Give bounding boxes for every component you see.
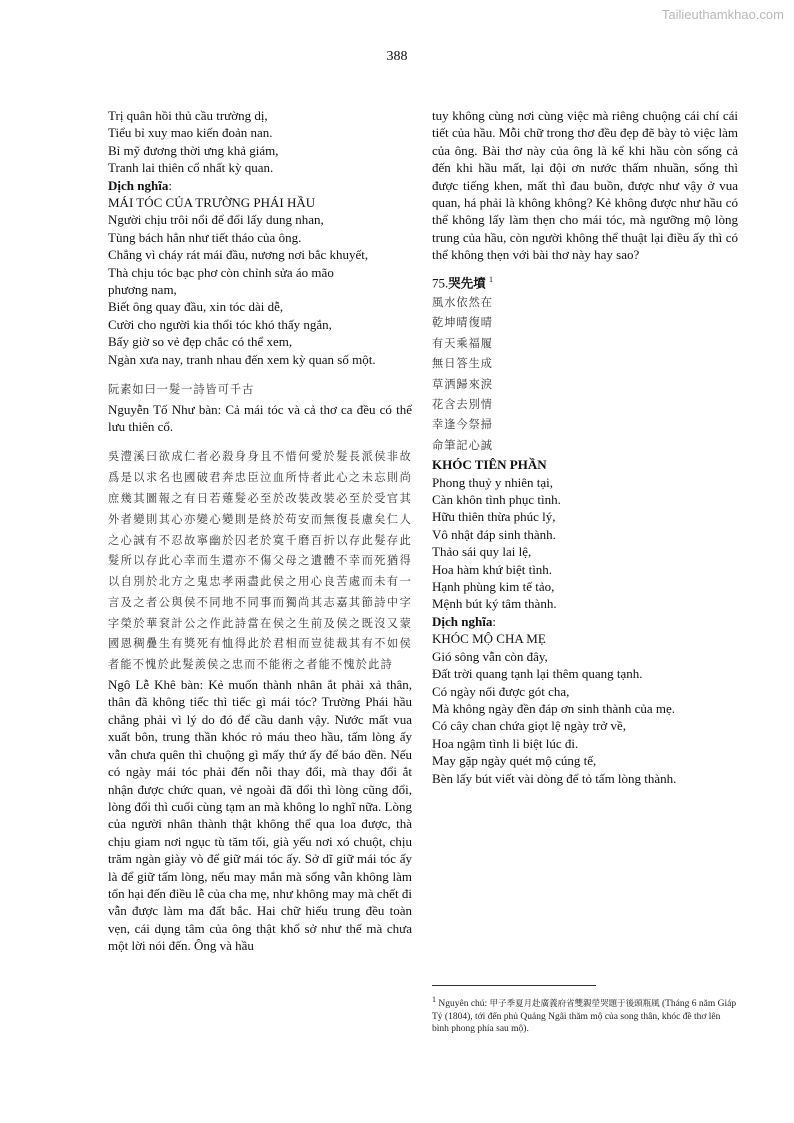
translation-line: Ngàn xưa nay, tranh nhau đến xem kỳ quan số một. xyxy=(108,351,376,367)
poem-viet-line: Hoa hàm khứ biệt tình. xyxy=(432,561,553,577)
poem-viet-line: Mệnh bút ký tâm thành. xyxy=(432,596,557,612)
poem-line: Trị quân hồi thủ cầu trường dị, xyxy=(108,108,268,123)
poem-heading xyxy=(432,270,738,293)
poem-viet-line: Hạnh phùng kim tế tảo, xyxy=(432,579,555,595)
poem-viet-line: Vô nhật đáp sinh thành. xyxy=(432,526,556,542)
translation-colon: : xyxy=(168,177,172,193)
poem-han xyxy=(432,293,738,456)
footnote-viet: (Tháng 6 năm Giáp Tý (1804), tới đến phủ Quảng Ngãi thăm mộ của song thân, khóc đề thơ lên bình phong phía sau mộ). xyxy=(432,999,737,1035)
comment-viet-ngo-le-khe: Ngô Lễ Khê bàn: Kẻ muốn thành nhân ắt phải xả thân, thân đã không tiếc thì tiếc gì mái tóc? Trường Phái hầu chẳng phải vì lý do đó để cầu danh vậy. Nước mất vua xuất bôn, trung thần khóc rỏ máu theo hầu, tấm lòng ấy vẫn chưa quên thì chuộng gì mấy thứ ấy để báo đền. Nếu có ngày mái tóc phải đến nỗi thay đổi, mà thay đổi ắt nhận được chức quan, vẻ ngoài đã đổi thì lòng cũng đổi, lòng đổi thì cuối cùng tạm an mà không lo nghĩ nữa. Lòng của người nhân thành thật không thể qua loa được, thà chịu giam nơi ngục tù tăm tối, già yếu nơi xó chuột, chịu trăm ngàn giày vò để giữ mái tóc ấy. Sở dĩ giữ mái tóc ấy là để giữ tấm lòng, nếu may mắn mà sống vẫn không làm tổn hại đến điều lễ của cha mẹ, như không may mà chết đi vẫn được làm ma đất bắc. Hai chữ hiếu trung đều toàn vẹn, cái dụng tâm của ông thật khổ sở như thế mà chưa một lời nói đến. Ông và hầu xyxy=(108,677,412,954)
poem-line: Tiểu bỉ xuy mao kiến đoản nan. xyxy=(108,125,273,141)
left-column xyxy=(108,107,412,955)
translation-heading xyxy=(432,613,738,630)
comment-continuation: tuy không cùng nơi cùng việc mà riêng chuộng cái chí cái tiết của hầu. Mỗi chữ trong thơ đều đẹp đẽ bày tỏ việc làm của ông. Bài thơ này của ông là kể khi hầu còn sống cả đến khi hầu mất, lại đội ơn nước thấm nhuần, sống thì được tiếng khen, mất thì đau buồn, được như vậy ở vua quan, há phải là không không? Kẻ không được như hầu có thể không lấy làm thẹn cho mái tóc, mà ngưỡng mộ lòng trung của hầu, còn người không thể thuật lại điều ấy thì có thể không thẹn với bài thơ này hay sao? xyxy=(432,108,738,263)
poem-han-line: 有天乘福履 xyxy=(432,336,493,350)
poem-line: Tranh lai thiên cổ nhất kỳ quan. xyxy=(108,160,274,176)
translation-line: Đất trời quang tạnh lại thêm quang tạnh. xyxy=(432,666,643,682)
translation-line: Cười cho người kia thổi tóc khó thấy ngắn, xyxy=(108,316,332,332)
translation-line: phương nam, xyxy=(108,282,177,298)
comment-viet-nguyen-to-nhu: Nguyễn Tố Như bàn: Cả mái tóc và cả thơ ca đều có thể lưu thiên cổ. xyxy=(108,401,412,434)
poem-number: 75. xyxy=(432,274,449,290)
poem-han-line: 命筆記心誠 xyxy=(432,438,493,452)
translation-title: KHÓC MỘ CHA MẸ xyxy=(432,631,546,647)
translation-line: Chẳng vì cháy rát mái đầu, nương nơi bắc khuyết, xyxy=(108,247,369,263)
footnote-han: 甲子季夏月赴廣義府省雙親塋哭題于後頭瓶風 xyxy=(489,999,660,1010)
footnote-mark: 1 xyxy=(432,995,436,1004)
poem-han-line: 風水依然在 xyxy=(432,295,493,309)
translation-line xyxy=(108,264,412,281)
translation-line: Tùng bách hẳn như tiết tháo của ông. xyxy=(108,229,302,245)
translation-line: Bèn lấy bút viết vài dòng để tỏ tấm lòng thành. xyxy=(432,770,677,786)
watermark-text: Tailieuthamkhao.com xyxy=(661,7,784,22)
translation-label: Dịch nghĩa xyxy=(432,613,493,629)
translation-line-part: Thà chịu tóc bạc phơ còn chỉnh sửa áo mão xyxy=(108,264,334,280)
footnote-prefix: Nguyên chú: xyxy=(438,999,490,1010)
translation-line: Người chịu trôi nổi để đổi lấy dung nhan, xyxy=(108,212,324,228)
translation-title: MÁI TÓC CỦA TRƯỜNG PHÁI HẦU xyxy=(108,195,316,211)
translation-heading xyxy=(108,177,412,194)
translation-line: Có ngày nối được gót cha, xyxy=(432,683,570,699)
poem-viet-line: Thảo sái quy lai lệ, xyxy=(432,544,532,560)
translation-colon: : xyxy=(492,613,496,629)
right-column xyxy=(432,107,738,787)
comment-han-nguyen-to-nhu: 阮素如曰一髮一詩皆可千古 xyxy=(108,383,255,397)
translation-line: Bấy giờ so vẻ đẹp chắc có thể xem, xyxy=(108,334,293,350)
translation-text xyxy=(432,648,738,787)
footnote xyxy=(432,994,738,1036)
translation-text xyxy=(108,211,412,368)
poem-transliteration xyxy=(108,107,412,177)
translation-line: Có cây chan chứa giọt lệ ngày trở về, xyxy=(432,718,627,734)
footnote-reference: 1 xyxy=(489,274,494,284)
poem-han-line: 無日答生成 xyxy=(432,357,493,371)
poem-line: Bỉ mỹ đương thời ưng khả giám, xyxy=(108,142,279,158)
translation-line: Biết ông quay đầu, xin tóc dài dễ, xyxy=(108,299,284,315)
poem-viet-line: Càn khôn tình phục tình. xyxy=(432,492,561,508)
poem-title-viet: KHÓC TIÊN PHẦN xyxy=(432,457,547,473)
poem-viet xyxy=(432,474,738,613)
translation-label: Dịch nghĩa xyxy=(108,177,169,193)
translation-line: Mà không ngày đền đáp ơn sinh thành của mẹ. xyxy=(432,700,675,716)
poem-han-line: 幸逢今祭掃 xyxy=(432,418,493,432)
translation-line: Gió sông vẫn còn đây, xyxy=(432,648,548,664)
comment-han-ngo-le-khe: 吳澧溪曰欲成仁者必殺身身且不惜何愛於髮長派侯非故爲是以求名也國破君奔忠臣泣血所恃者此心之未忘則尚庶幾其圖報之有日若薙髮必至於改裝改裝必至於受官其外者變則其心亦變心變則是終於苟安而無復長慮矣仁人之心誠有不忍故寧幽於囚老於寞千磨百折以存此髮存此髮所以存此心幸而生還亦不傷父母之遺體不幸而死猶得以自別於北方之鬼忠孝兩盡此侯之用心良苦處而未有一言及之者公與侯不同地不同事而獨尚其志嘉其節詩中字字榮於華袞計公之作此詩當在侯之生前及侯之既沒又蒙國恩稠疊生有獎死有恤得此於君相而豈徒裁其有不如侯者能不愧於此髮羨侯之忠而不能術之者能不愧於此詩 xyxy=(108,450,412,672)
poem-han-line: 草洒歸來淚 xyxy=(432,377,493,391)
poem-han-line: 花含去別情 xyxy=(432,398,493,412)
page-number: 388 xyxy=(386,49,408,64)
poem-viet-line: Hữu thiên thừa phúc lý, xyxy=(432,509,556,525)
translation-line: Hoa ngậm tình li biệt lúc đi. xyxy=(432,735,579,751)
poem-viet-line: Phong thuỷ y nhiên tại, xyxy=(432,474,553,490)
poem-han-line: 乾坤晴復晴 xyxy=(432,316,493,330)
footnote-divider xyxy=(432,985,596,986)
translation-line: May gặp ngày quét mộ cúng tế, xyxy=(432,753,597,769)
poem-title-han: 哭先墳 xyxy=(448,274,486,290)
